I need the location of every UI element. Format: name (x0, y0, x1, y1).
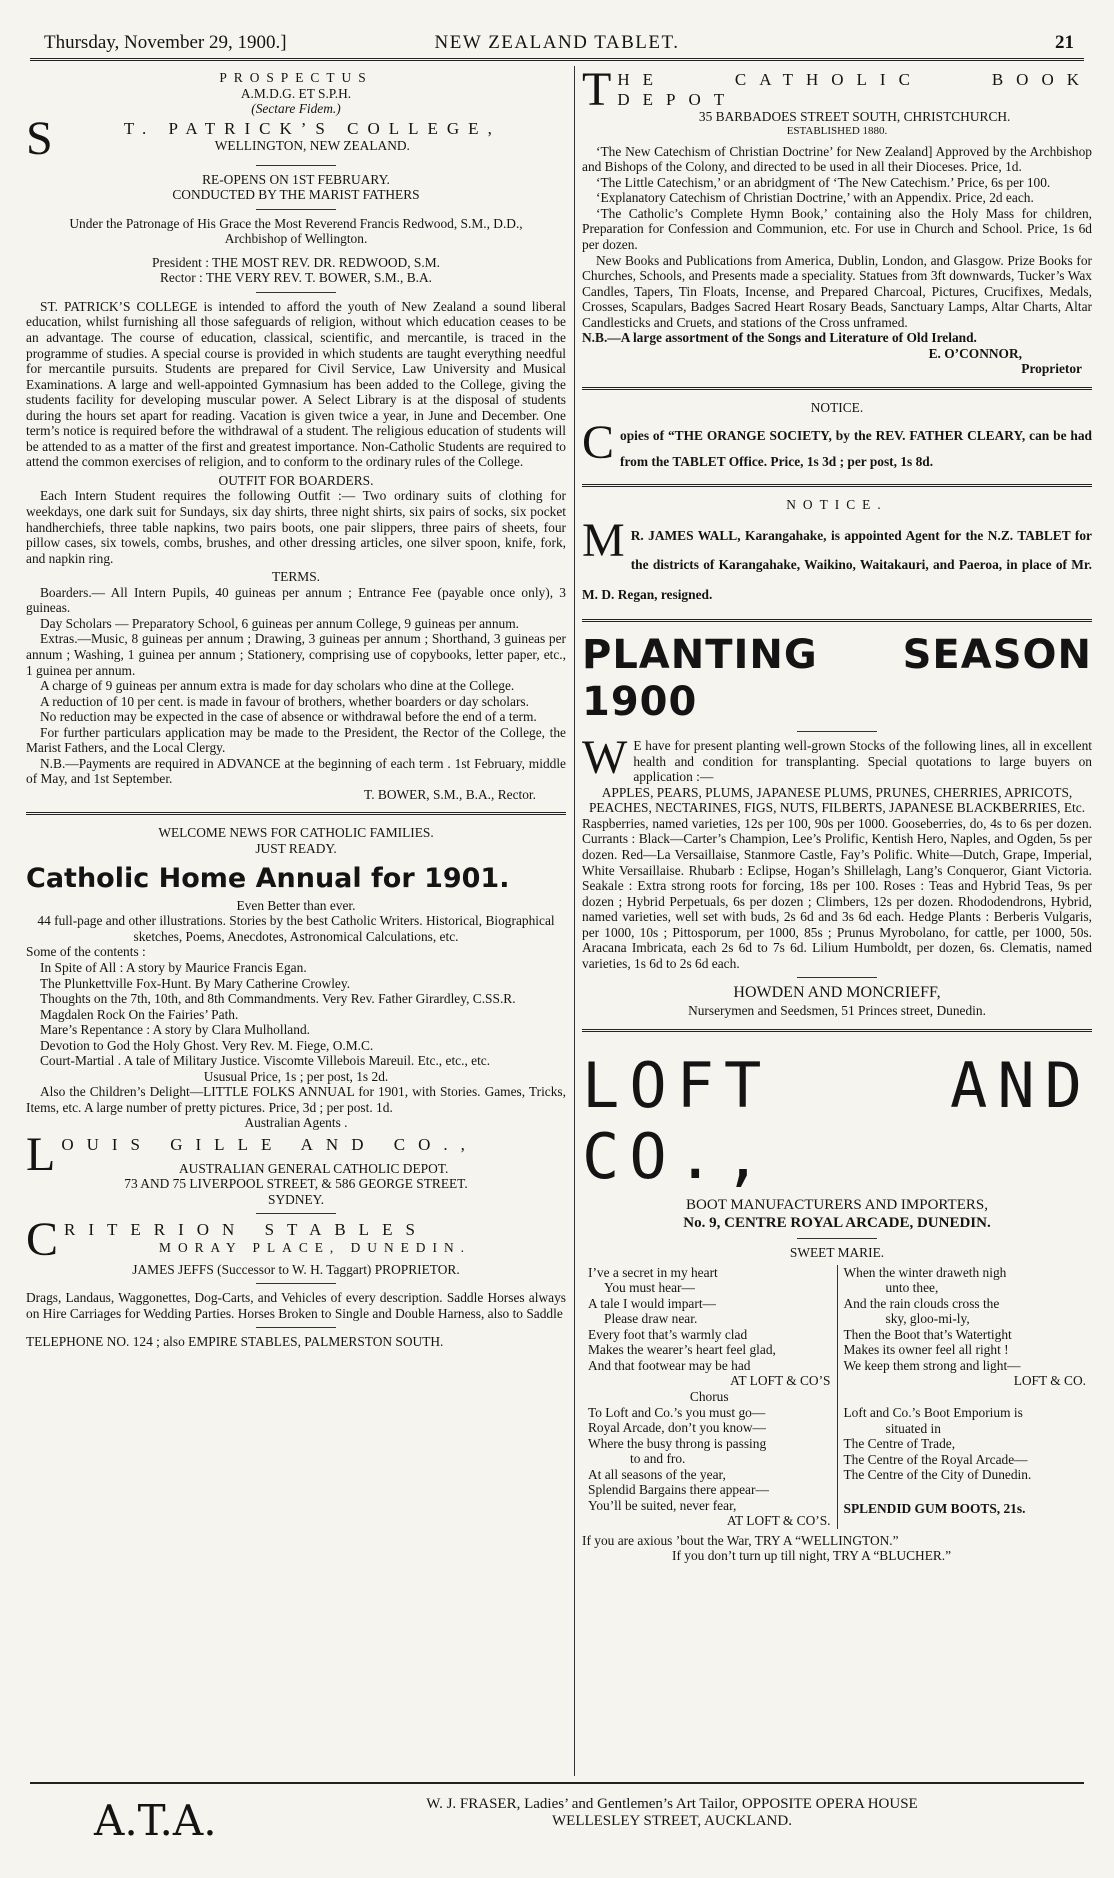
depot-item: ‘The Catholic’s Complete Hymn Book,’ containing also the Holy Mass for children, Preparation for Confession and Communion, etc. For use in Church and School. Price, 1s 6d per dozen. (582, 205, 1092, 253)
issue-date: Thursday, November 29, 1900.] (44, 32, 287, 53)
notice-text: R. JAMES WALL, Karangahake, is appointed Agent for the N.Z. TABLET for the districts of Karangahake, Waikino, Waitakauri, and Paeroa, in place of Mr. M. D. Regan, resigned. (582, 527, 1092, 602)
fraser-line-2: WELLESLEY STREET, AUCKLAND. (552, 1813, 792, 1829)
right-column (582, 70, 1092, 1564)
criterion-name: RITERION STABLES (64, 1220, 428, 1240)
divider (797, 977, 877, 978)
poem-line: sky, gloo-mi-ly, (885, 1311, 970, 1327)
criterion-place: MORAY PLACE, DUNEDIN. (159, 1240, 471, 1256)
contents-item: The Plunkettville Fox-Hunt. By Mary Catherine Crowley. (40, 975, 351, 991)
bottom-advert (30, 1782, 1084, 1854)
president-line: President : THE MOST REV. DR. REDWOOD, S.M. (152, 254, 440, 270)
poem-line: To Loft and Co.’s you must go— (588, 1404, 766, 1420)
criterion-telephone: TELEPHONE NO. 124 ; also EMPIRE STABLES, PALMERSTON SOUTH. (26, 1334, 444, 1350)
outfit-text: Each Intern Student requires the following Outfit :— Two ordinary suits of clothing for weekdays, one dark suit for Sundays, six day shirts, three night shirts, six pairs of socks, six pocket handherchiefs, three table napkins, two pairs boots, one pair slippers, three pairs of sheets, four pillow cases, six towels, combs, brushes, and other dressing articles, one silver spoon, knife, fork, and napkin ring. (26, 488, 566, 566)
poem-line: unto thee, (885, 1280, 939, 1296)
poem-line: Loft and Co.’s Boot Emporium is (843, 1405, 1023, 1421)
rector-line: Rector : THE VERY REV. T. BOWER, S.M., B.A. (159, 270, 433, 286)
depot-item: ‘The Little Catechism,’ or an abridgment of ‘The New Catechism.’ Price, 6s per 100. (596, 174, 1051, 190)
column-divider (574, 66, 575, 1776)
poem-line: We keep them strong and light— (843, 1357, 1021, 1373)
notice-heading: NOTICE. (810, 399, 864, 415)
depot-title-block (582, 70, 1092, 138)
outfit-heading: OUTFIT FOR BOARDERS. (218, 472, 374, 488)
children-annual: Also the Children’s Delight—LITTLE FOLKS ANNUAL for 1901, with Stories. Games, Tricks, Items, etc. A large number of pretty pictures. Price, 3d ; per post. 1d. (26, 1084, 566, 1115)
divider (797, 1238, 877, 1239)
poem-line: AT LOFT & CO’S. (726, 1513, 831, 1529)
section-rule (582, 387, 1092, 390)
rector-signature: T. BOWER, S.M., B.A., Rector. (364, 786, 536, 802)
notice-body-block (582, 521, 1092, 609)
gille-city: SYDNEY. (268, 1191, 324, 1207)
poem-left-column (582, 1265, 837, 1529)
prospectus-advert (26, 70, 566, 802)
gille-dropcap: L (26, 1135, 56, 1182)
poem-line: situated in (885, 1420, 941, 1436)
poem-title: SWEET MARIE. (789, 1245, 885, 1261)
poem-line: Royal Arcade, don’t you know— (588, 1420, 766, 1436)
annual-description: 44 full-page and other illustrations. Stories by the best Catholic Writers. Historical, Biographical sketches, Poems, Anecdotes, Astronomical Calculations, etc. (37, 913, 555, 944)
criterion-body: Drags, Landaus, Waggonettes, Dog-Carts, and Vehicles of every description. Saddle Horses always on Hire Carriages for Wedding Parties. Horses Broken to Single and Double Harness, also to Saddle (26, 1290, 566, 1321)
reopen-notice: RE-OPENS ON 1ST FEBRUARY. (202, 171, 390, 187)
terms-item: No reduction may be expected in the case of absence or withdrawal before the end of a term. (40, 709, 537, 725)
masthead (30, 18, 1084, 61)
poem-line: LOFT & CO. (1013, 1373, 1086, 1389)
depot-item: New Books and Publications from America, Dublin, London, and Glasgow. Prize Books for Churches, Schools, and Presents made a speciality. Statues from 3ft downwards, Tucker’s Wax Candles, Tapers, Tin Floats, Incense, and Prepared Charcoal, Pictures, Crucifixes, Medals, Crosses, Scapulars, Badges Sacred Heart Rosary Beads, Sanctuary Lamps, Altar Charts, Altar Candlesticks and Cruets, and stations of the Cross unframed. (582, 252, 1092, 330)
prospectus-motto-latin: (Sectare Fidem.) (251, 101, 341, 117)
poem-line: You must hear— (604, 1280, 695, 1296)
depot-address: 35 BARBADOES STREET SOUTH, CHRISTCHURCH. (698, 109, 1011, 125)
poem-line: And the rain clouds cross the (843, 1295, 1000, 1311)
section-rule (582, 484, 1092, 487)
depot-nb: N.B.—A large assortment of the Songs and Literature of Old Ireland. (582, 330, 977, 346)
criterion-proprietor: JAMES JEFFS (Successor to W. H. Taggart) PROPRIETOR. (132, 1261, 460, 1277)
prospectus-heading: PROSPECTUS (219, 70, 373, 85)
contents-intro: Some of the contents : (26, 944, 146, 960)
terms-heading: TERMS. (272, 569, 320, 585)
annual-price: Ususual Price, 1s ; per post, 1s 2d. (203, 1068, 389, 1084)
annual-tagline: Even Better than ever. (236, 897, 356, 913)
gille-advert (26, 1135, 566, 1207)
poem-line: Makes the wearer’s heart feel glad, (588, 1342, 776, 1358)
college-title-block (26, 119, 566, 159)
contents-item: Devotion to God the Holy Ghost. Very Rev. M. Fiege, O.M.C. (40, 1037, 374, 1053)
notice-text: opies of “THE ORANGE SOCIETY, by the REV. FATHER CLEARY, can be had from the TABLET Office. Price, 1s 3d ; per post, 1s 8d. (620, 428, 1092, 469)
prospectus-motto: A.M.D.G. ET S.P.H. (240, 85, 352, 101)
patronage-text: Under the Patronage of His Grace the Most Reverend Francis Redwood, S.M., D.D., Archbishop of Wellington. (69, 215, 523, 247)
poem-line: A tale I would impart— (588, 1295, 716, 1311)
poem-chorus-label: Chorus (689, 1389, 729, 1405)
terms-item: A reduction of 10 per cent. is made in favour of brothers, whether boarders or day scholars. (40, 693, 529, 709)
prospectus-body: ST. PATRICK’S COLLEGE is intended to afford the youth of New Zealand a sound liberal education, whilst furnishing all those safeguards of religion, without which education ceases to be an advantage. The course of education, classical, scientific, and mercantile, is traced in the programme of studies. A special course is provided in which students are taught everything needful for mercantile pursuits. Students are prepared for Civil Service, Law University and Musical Examinations. A large and well-appointed Gymnasium has been added to the College, giving the students facility for developing muscular power. A Select Library is at the disposal of students during the hours set apart for reading. Vacation is given twice a year, in June and December. One term’s notice is required before the withdrawal of a student. The religious education of students will be attended to as a matter of the first and greatest importance. Non-Catholic Students are required to attend the common exercises of religion, and to conform to the ordinary rules of the College. (26, 298, 566, 470)
section-rule (582, 1029, 1092, 1032)
planting-fruits: APPLES, PEARS, PLUMS, JAPANESE PLUMS, PRUNES, CHERRIES, APRICOTS, PEACHES, NECTARINES, FIGS, NUTS, FILBERTS, JAPANESE BLACKBERRIES, Etc. (588, 784, 1086, 816)
poem-line: The Centre of the City of Dunedin. (843, 1467, 1032, 1483)
divider (256, 1283, 336, 1284)
left-column (26, 70, 566, 1350)
poem-line: I’ve a secret in my heart (588, 1264, 718, 1280)
terms-item: A charge of 9 guineas per annum extra is made for day scholars who dine at the College. (40, 678, 515, 694)
poem-right-column (837, 1265, 1093, 1529)
poem-line: Where the busy throng is passing (588, 1435, 767, 1451)
poem-line: You’ll be suited, never fear, (588, 1497, 737, 1513)
contents-item: Magdalen Rock On the Fairies’ Path. (40, 1006, 239, 1022)
poem-line: Every foot that’s warmly clad (588, 1326, 748, 1342)
poem-line: Then the Boot that’s Watertight (843, 1326, 1012, 1342)
australian-agents: Australian Agents . (244, 1115, 348, 1131)
loft-advert (582, 1050, 1092, 1565)
college-location: WELLINGTON, NEW ZEALAND. (214, 138, 410, 154)
depot-name: HE CATHOLIC BOOK DEPOT (617, 70, 1092, 109)
fraser-line-1: W. J. FRASER, Ladies’ and Gentlemen’s Art Tailor, OPPOSITE OPERA HOUSE (426, 1796, 918, 1812)
divider (256, 1213, 336, 1214)
page-number: 21 (1055, 32, 1074, 53)
terms-item: N.B.—Payments are required in ADVANCE at the beginning of each term . 1st February, middle of May, and 1st September. (26, 755, 566, 787)
poem-line: Please draw near. (604, 1311, 698, 1327)
depot-dropcap: T (582, 70, 612, 116)
section-rule (582, 619, 1092, 622)
contents-list (26, 960, 566, 1069)
notice-james-wall (582, 497, 1092, 609)
newspaper-title: NEW ZEALAND TABLET. (434, 32, 680, 53)
poem-line: AT LOFT & CO’S (730, 1373, 831, 1389)
poem-line: At all seasons of the year, (588, 1466, 726, 1482)
terms-item: Boarders.— All Intern Pupils, 40 guineas per annum ; Entrance Fee (payable once only), 3 guineas. (26, 584, 566, 616)
planting-dropcap: W (582, 738, 628, 785)
loft-address: No. 9, CENTRE ROYAL ARCADE, DUNEDIN. (683, 1214, 991, 1231)
contents-item: Court-Martial . A tale of Military Justice. Viscomte Villebois Mareuil. Etc., etc., etc. (40, 1053, 491, 1069)
planting-season-advert (582, 632, 1092, 1018)
depot-item: ‘The New Catechism of Christian Doctrine’ for New Zealand] Approved by the Archbishop and Bishops of the Colony, and directed to be used in all their Dioceses. Price, 1d. (582, 143, 1092, 175)
divider (256, 165, 336, 166)
catholic-annual-advert (26, 825, 566, 1131)
loft-closing-1: If you are axious ’bout the War, TRY A “WELLINGTON.” (582, 1532, 899, 1548)
terms-item: Day Scholars — Preparatory School, 6 guineas per annum College, 9 guineas per annum. (40, 615, 519, 631)
ata-logo: A.T.A. (94, 1796, 217, 1845)
poem-line: The Centre of the Royal Arcade— (843, 1451, 1028, 1467)
loft-title: LOFT AND CO., (582, 1048, 1092, 1194)
annual-title: Catholic Home Annual for 1901. (26, 862, 510, 894)
notice-dropcap: M (582, 520, 625, 567)
fraser-tailor-advert (280, 1796, 1064, 1830)
divider (256, 1327, 336, 1328)
contents-item: Mare’s Repentance : A story by Clara Mulholland. (40, 1022, 310, 1038)
notice-heading: NOTICE. (786, 497, 888, 513)
divider (256, 209, 336, 210)
gum-boots-line: SPLENDID GUM BOOTS, 21s. (843, 1500, 1026, 1516)
college-dropcap: S (26, 118, 53, 159)
divider (797, 731, 877, 732)
gille-address: 73 AND 75 LIVERPOOL STREET, & 586 GEORGE STREET. (124, 1176, 468, 1192)
planting-title: PLANTING SEASON 1900 (582, 632, 1092, 725)
criterion-dropcap: C (26, 1220, 59, 1267)
sweet-marie-poem (582, 1265, 1092, 1529)
gille-depot: AUSTRALIAN GENERAL CATHOLIC DEPOT. (179, 1160, 449, 1176)
depot-owner: E. O’CONNOR, (928, 345, 1022, 361)
notice-orange-society (582, 400, 1092, 474)
planting-intro: E have for present planting well-grown Stocks of the following lines, all in excellent health and condition for transplanting. Special quotations to large buyers on application :— (633, 738, 1092, 785)
welcome-news: WELCOME NEWS FOR CATHOLIC FAMILIES. (158, 825, 434, 841)
planting-intro-block (582, 738, 1092, 785)
poem-line: to and fro. (630, 1451, 686, 1467)
notice-body-block (582, 423, 1092, 474)
planting-firm-desc: Nurserymen and Seedsmen, 51 Princes street, Dunedin. (688, 1002, 986, 1018)
depot-established: ESTABLISHED 1880. (786, 124, 888, 137)
criterion-advert (26, 1220, 566, 1349)
poem-line: The Centre of Trade, (843, 1436, 956, 1452)
divider (256, 292, 336, 293)
terms-item: For further particulars application may be made to the President, the Rector of the College, the Marist Fathers, and the Local Clergy. (26, 724, 566, 756)
loft-closing-2: If you don’t turn up till night, TRY A “BLUCHER.” (672, 1548, 952, 1564)
poem-line: Splendid Bargains there appear— (588, 1482, 769, 1498)
contents-item: In Spite of All : A story by Maurice Francis Egan. (40, 960, 307, 976)
notice-dropcap: C (582, 423, 615, 470)
book-depot-advert (582, 70, 1092, 377)
poem-line: When the winter draweth nigh (843, 1264, 1007, 1280)
conducted-by: CONDUCTED BY THE MARIST FATHERS (172, 187, 420, 203)
poem-line: Makes its owner feel all right ! (843, 1342, 1009, 1358)
just-ready: JUST READY. (255, 840, 337, 856)
contents-item: Thoughts on the 7th, 10th, and 8th Commandments. Very Rev. Father Girardley, C.SS.R. (40, 991, 516, 1007)
planting-firm: HOWDEN AND MONCRIEFF, (733, 984, 941, 1002)
poem-line: And that footwear may be had (588, 1357, 751, 1373)
section-rule (26, 812, 566, 815)
depot-item: ‘Explanatory Catechism of Christian Doctrine,’ with an Appendix. Price, 2d each. (596, 190, 1034, 206)
planting-body: Raspberries, named varieties, 12s per 100, 90s per 1000. Gooseberries, do, 4s to 6s per dozen. Currants : Black—Carter’s Champion, Lee’s Prolific, Kentish Hero, Naples, and Ogden, 5s per dozen. Red—La Versaillaise, Stanmore Castle, Fay’s Polific. White—Dutch, Grape, Imperial, White Versaillaise. Rhubarb : Eclipse, Hogan’s Shillelagh, Lang’s Conqueror, Giant Victoria. Seakale : Extra strong roots for forcing, 18s per 100. Roses : Teas and Hybrid Teas, 9s per dozen ; Hybrid Perpetuals, 6s per dozen ; Climbers, 12s per dozen. Rhododendrons, Hybrid, named varieties, well set with buds, 2s 6d and 3s 6d each. Hedge Plants : Berberis Vulgaris, per 1000, 10s ; Pittosporum, per 1000, 85s ; Prunus Myrobolano, for cattle, per 1000, 50s. Aracana Imbricata, each 2s 6d to 7s 6d. Lilium Humboldt, per dozen, 6s. Clematis, named varieties, 1s 6d to 2s 6d each. (582, 815, 1092, 971)
loft-subtitle: BOOT MANUFACTURERS AND IMPORTERS, (686, 1197, 988, 1214)
college-name: T. PATRICK’S COLLEGE, (123, 118, 501, 138)
depot-role: Proprietor (1021, 361, 1082, 377)
gille-name: OUIS GILLE AND CO., (61, 1135, 478, 1155)
terms-item: Extras.—Music, 8 guineas per annum ; Drawing, 3 guineas per annum ; Shorthand, 3 guineas per annum ; Washing, 1 guinea per annum ; Stationery, comprising use of copybooks, letter paper, etc., 1 guinea per annum. (26, 631, 566, 678)
